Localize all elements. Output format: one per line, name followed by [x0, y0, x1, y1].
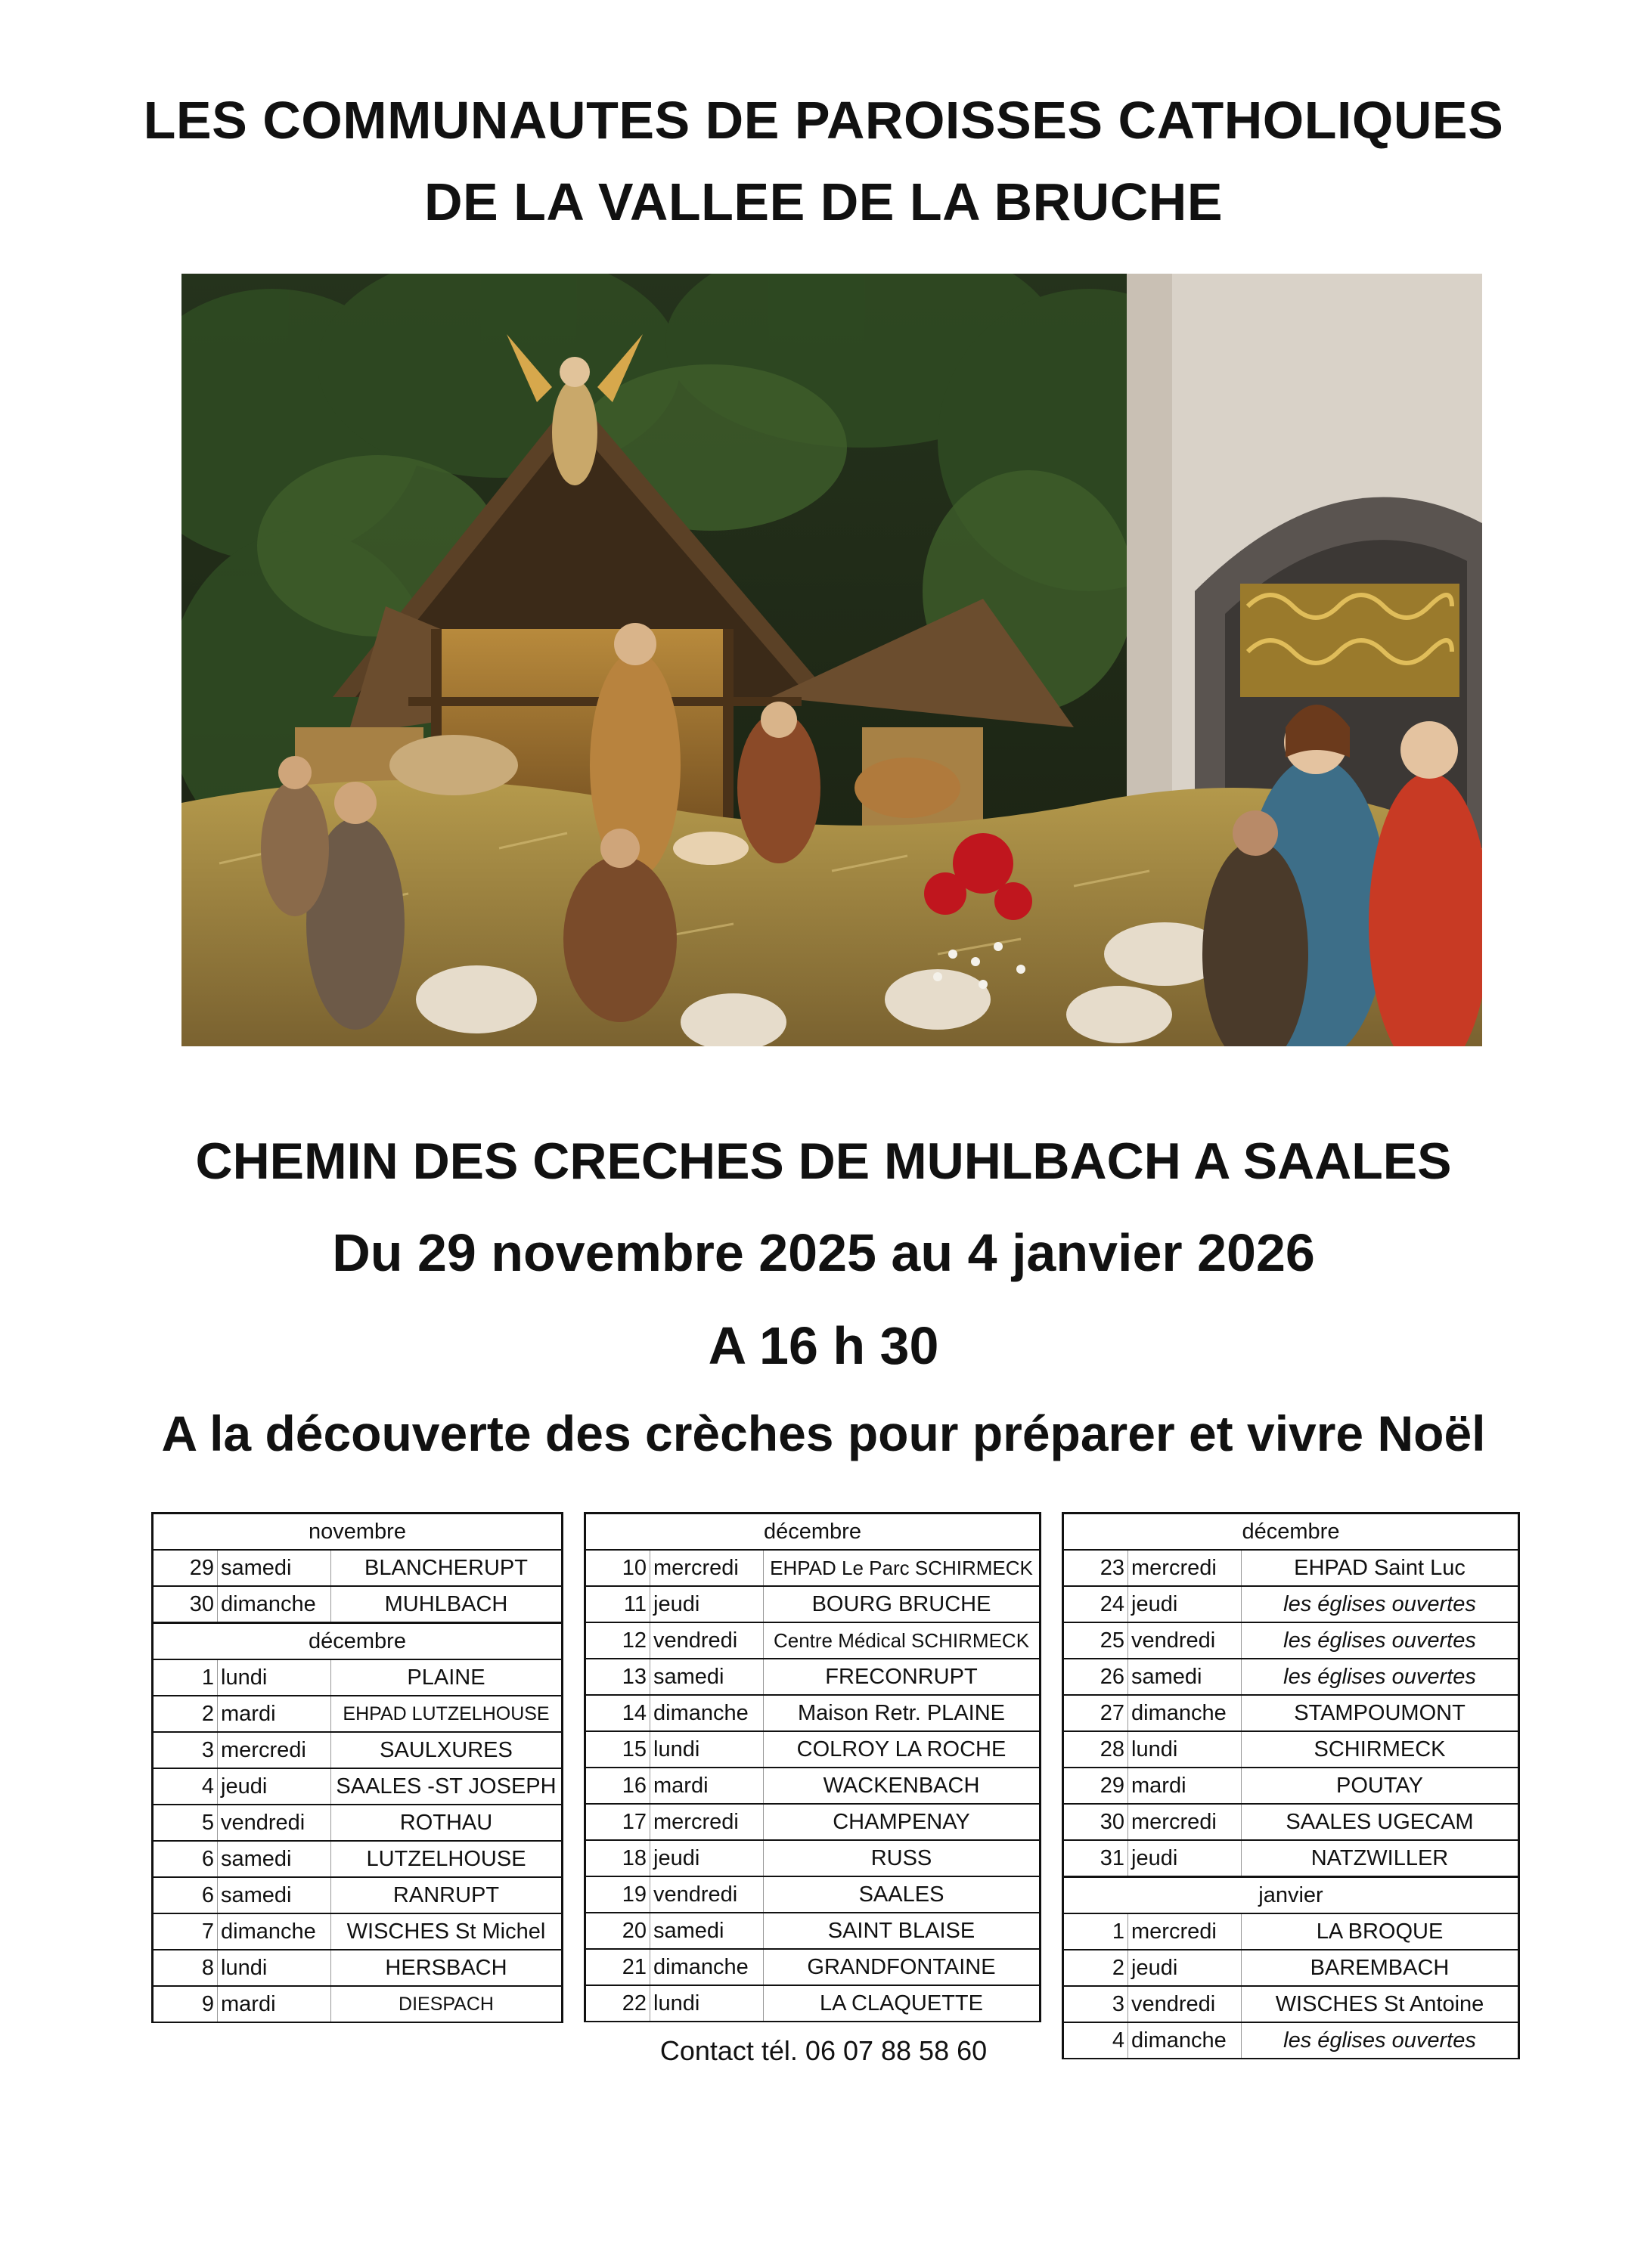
location: Maison Retr. PLAINE [764, 1695, 1041, 1731]
location: SAALES [764, 1876, 1041, 1913]
table-row [153, 1805, 563, 1841]
day-number: 26 [1063, 1659, 1128, 1695]
header-line-2: DE LA VALLEE DE LA BRUCHE [423, 172, 1224, 231]
day-number: 2 [1063, 1950, 1128, 1986]
day-number: 8 [153, 1950, 218, 1986]
weekday: jeudi [1128, 1840, 1242, 1877]
day-number: 16 [585, 1768, 650, 1804]
weekday: jeudi [650, 1586, 764, 1622]
weekday: samedi [218, 1841, 331, 1877]
day-number: 23 [1063, 1550, 1128, 1586]
weekday: lundi [650, 1731, 764, 1768]
location: LUTZELHOUSE [331, 1841, 563, 1877]
table-row [153, 1913, 563, 1950]
table-row [153, 1950, 563, 1986]
poster-header [0, 79, 1647, 243]
day-number: 3 [1063, 1986, 1128, 2022]
location: SCHIRMECK [1242, 1731, 1519, 1768]
header-line-1: LES COMMUNAUTES DE PAROISSES CATHOLIQUES [143, 91, 1504, 150]
location: les églises ouvertes [1242, 1622, 1519, 1659]
weekday: mardi [218, 1696, 331, 1732]
location: RUSS [764, 1840, 1041, 1876]
day-number: 7 [153, 1913, 218, 1950]
weekday: jeudi [1128, 1950, 1242, 1986]
location: les églises ouvertes [1242, 1659, 1519, 1695]
day-number: 9 [153, 1986, 218, 2022]
table-row [585, 1659, 1041, 1695]
location: SAINT BLAISE [764, 1913, 1041, 1949]
location: WISCHES St Antoine [1242, 1986, 1519, 2022]
location: BOURG BRUCHE [764, 1586, 1041, 1622]
table-row [153, 1696, 563, 1732]
event-time: A 16 h 30 [708, 1316, 939, 1375]
day-number: 14 [585, 1695, 650, 1731]
day-number: 24 [1063, 1586, 1128, 1622]
table-row [585, 1622, 1041, 1659]
location: BLANCHERUPT [331, 1550, 563, 1586]
location: EHPAD Le Parc SCHIRMECK [764, 1550, 1041, 1586]
location: PLAINE [331, 1659, 563, 1696]
location: BAREMBACH [1242, 1950, 1519, 1986]
weekday: vendredi [1128, 1986, 1242, 2022]
weekday: mercredi [1128, 1550, 1242, 1586]
day-number: 5 [153, 1805, 218, 1841]
nativity-illustration [181, 274, 1482, 1046]
location: RANRUPT [331, 1877, 563, 1913]
table-row [153, 1877, 563, 1913]
weekday: dimanche [650, 1695, 764, 1731]
day-number: 19 [585, 1876, 650, 1913]
day-number: 11 [585, 1586, 650, 1622]
weekday: jeudi [218, 1768, 331, 1805]
day-number: 12 [585, 1622, 650, 1659]
contact-phone: Contact tél. 06 07 88 58 60 [659, 2035, 988, 2066]
table-row [1063, 1986, 1519, 2022]
event-tagline: A la découverte des crèches pour préparer et vivre Noël [161, 1405, 1486, 1461]
table-row [153, 1768, 563, 1805]
table-row [585, 1840, 1041, 1876]
weekday: mardi [1128, 1768, 1242, 1804]
weekday: lundi [650, 1985, 764, 2022]
event-title: CHEMIN DES CRECHES DE MUHLBACH A SAALES [195, 1132, 1452, 1190]
table-row [1063, 1913, 1519, 1950]
month-header: janvier [1063, 1877, 1519, 1914]
weekday: dimanche [218, 1586, 331, 1623]
table-row [1063, 1550, 1519, 1586]
weekday: lundi [218, 1659, 331, 1696]
day-number: 4 [153, 1768, 218, 1805]
table-row [585, 1550, 1041, 1586]
day-number: 30 [153, 1586, 218, 1623]
month-header: décembre [1063, 1514, 1519, 1551]
weekday: jeudi [1128, 1586, 1242, 1622]
table-row [585, 1768, 1041, 1804]
day-number: 20 [585, 1913, 650, 1949]
weekday: vendredi [650, 1876, 764, 1913]
day-number: 18 [585, 1840, 650, 1876]
weekday: mercredi [650, 1804, 764, 1840]
location: Centre Médical SCHIRMECK [764, 1622, 1041, 1659]
weekday: mardi [650, 1768, 764, 1804]
table-row [585, 1586, 1041, 1622]
day-number: 17 [585, 1804, 650, 1840]
day-number: 25 [1063, 1622, 1128, 1659]
table-row [1063, 1622, 1519, 1659]
weekday: mardi [218, 1986, 331, 2022]
table-row [153, 1732, 563, 1768]
day-number: 6 [153, 1841, 218, 1877]
day-number: 4 [1063, 2022, 1128, 2059]
table-row [1063, 1659, 1519, 1695]
location: FRECONRUPT [764, 1659, 1041, 1695]
day-number: 15 [585, 1731, 650, 1768]
day-number: 6 [153, 1877, 218, 1913]
schedule-table-november-december [151, 1512, 563, 2023]
month-header: décembre [585, 1514, 1041, 1551]
location: MUHLBACH [331, 1586, 563, 1623]
day-number: 1 [1063, 1913, 1128, 1950]
weekday: lundi [218, 1950, 331, 1986]
location: EHPAD LUTZELHOUSE [331, 1696, 563, 1732]
weekday: vendredi [218, 1805, 331, 1841]
table-row [1063, 1804, 1519, 1840]
day-number: 30 [1063, 1804, 1128, 1840]
weekday: vendredi [650, 1622, 764, 1659]
location: les églises ouvertes [1242, 1586, 1519, 1622]
location: GRANDFONTAINE [764, 1949, 1041, 1985]
table-row [585, 1876, 1041, 1913]
schedule-table-december [584, 1512, 1041, 2022]
weekday: lundi [1128, 1731, 1242, 1768]
table-row [1063, 1840, 1519, 1877]
location: NATZWILLER [1242, 1840, 1519, 1877]
day-number: 31 [1063, 1840, 1128, 1877]
location: EHPAD Saint Luc [1242, 1550, 1519, 1586]
location: SAALES -ST JOSEPH [331, 1768, 563, 1805]
weekday: dimanche [1128, 2022, 1242, 2059]
location: WACKENBACH [764, 1768, 1041, 1804]
location: COLROY LA ROCHE [764, 1731, 1041, 1768]
location: WISCHES St Michel [331, 1913, 563, 1950]
table-row [1063, 1695, 1519, 1731]
day-number: 29 [1063, 1768, 1128, 1804]
location: les églises ouvertes [1242, 2022, 1519, 2059]
table-row [585, 1949, 1041, 1985]
table-row [585, 1695, 1041, 1731]
location: LA CLAQUETTE [764, 1985, 1041, 2022]
weekday: samedi [218, 1550, 331, 1586]
day-number: 1 [153, 1659, 218, 1696]
weekday: samedi [1128, 1659, 1242, 1695]
table-row [153, 1586, 563, 1623]
weekday: mercredi [1128, 1804, 1242, 1840]
day-number: 3 [153, 1732, 218, 1768]
month-header: novembre [153, 1514, 563, 1551]
weekday: vendredi [1128, 1622, 1242, 1659]
location: LA BROQUE [1242, 1913, 1519, 1950]
location: DIESPACH [331, 1986, 563, 2022]
weekday: mercredi [650, 1550, 764, 1586]
weekday: mercredi [218, 1732, 331, 1768]
weekday: samedi [650, 1659, 764, 1695]
day-number: 13 [585, 1659, 650, 1695]
location: STAMPOUMONT [1242, 1695, 1519, 1731]
table-row [585, 1804, 1041, 1840]
location: SAULXURES [331, 1732, 563, 1768]
schedule-table-december-january [1062, 1512, 1520, 2059]
day-number: 28 [1063, 1731, 1128, 1768]
day-number: 21 [585, 1949, 650, 1985]
day-number: 29 [153, 1550, 218, 1586]
table-row [585, 1985, 1041, 2022]
table-row [1063, 1768, 1519, 1804]
weekday: mercredi [1128, 1913, 1242, 1950]
table-row [1063, 1950, 1519, 1986]
table-row [585, 1731, 1041, 1768]
weekday: samedi [650, 1913, 764, 1949]
location: ROTHAU [331, 1805, 563, 1841]
location: SAALES UGECAM [1242, 1804, 1519, 1840]
day-number: 2 [153, 1696, 218, 1732]
table-row [1063, 1586, 1519, 1622]
location: POUTAY [1242, 1768, 1519, 1804]
day-number: 22 [585, 1985, 650, 2022]
table-row [153, 1986, 563, 2022]
table-row [153, 1550, 563, 1586]
weekday: jeudi [650, 1840, 764, 1876]
weekday: samedi [218, 1877, 331, 1913]
month-header: décembre [153, 1623, 563, 1660]
day-number: 27 [1063, 1695, 1128, 1731]
weekday: dimanche [218, 1913, 331, 1950]
table-row [153, 1659, 563, 1696]
table-row [1063, 1731, 1519, 1768]
location: CHAMPENAY [764, 1804, 1041, 1840]
weekday: dimanche [1128, 1695, 1242, 1731]
table-row [153, 1841, 563, 1877]
weekday: dimanche [650, 1949, 764, 1985]
location: HERSBACH [331, 1950, 563, 1986]
day-number: 10 [585, 1550, 650, 1586]
nativity-scene-photo [181, 274, 1482, 1046]
event-dates: Du 29 novembre 2025 au 4 janvier 2026 [332, 1223, 1315, 1282]
table-row [585, 1913, 1041, 1949]
